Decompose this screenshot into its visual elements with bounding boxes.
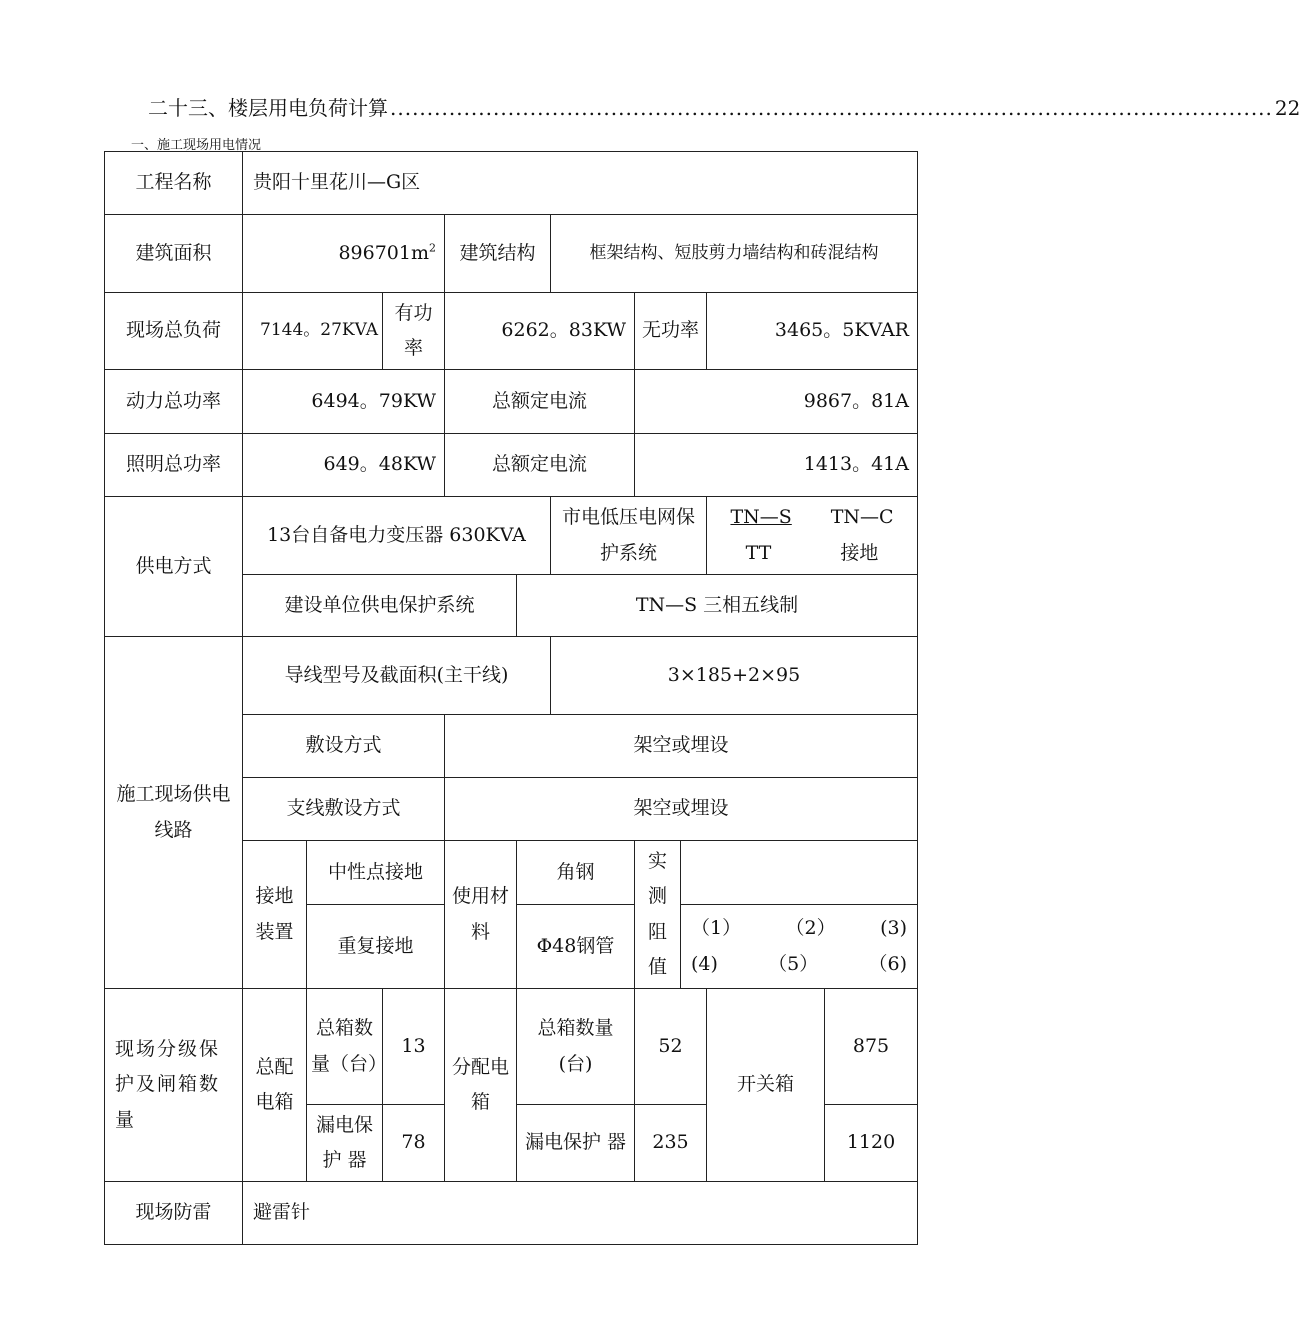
- resistance-6: （6): [868, 952, 907, 975]
- unit-protection-value: TN—S 三相五线制: [517, 575, 918, 637]
- toc-title: 二十三、楼层用电负荷计算: [148, 96, 388, 120]
- branch-label: 支线敷设方式: [243, 778, 445, 841]
- power-label: 动力总功率: [105, 370, 243, 434]
- resistance-1: （1）: [691, 917, 742, 940]
- switch-count-value: 875: [825, 989, 918, 1105]
- area-label: 建筑面积: [105, 215, 243, 293]
- main-leak-label: 漏电保护 器: [307, 1105, 383, 1182]
- area-value: 896701m: [338, 241, 429, 264]
- system-grounding: 接地: [840, 541, 879, 564]
- switch-leak-value: 1120: [825, 1105, 918, 1182]
- lightning-value: 避雷针: [243, 1182, 918, 1245]
- grid-protection-label: 市电低压电网保护系统: [551, 497, 707, 575]
- active-power-value: 6262。83KW: [445, 293, 635, 370]
- resistance-values: [681, 905, 918, 989]
- line-label: 施工现场供电线路: [105, 637, 243, 989]
- material-label: 使用材料: [445, 841, 517, 989]
- row-project: [105, 152, 918, 215]
- section-title: 一、施工现场用电情况: [131, 138, 262, 153]
- lighting-label: 照明总功率: [105, 434, 243, 497]
- main-leak-value: 78: [383, 1105, 445, 1182]
- power-current-value: 9867。81A: [635, 370, 918, 434]
- ground-label: 接地装置: [243, 841, 307, 989]
- power-current-label: 总额定电流: [445, 370, 635, 434]
- main-count-value: 13: [383, 989, 445, 1105]
- dist-box-label: 分配电箱: [445, 989, 517, 1182]
- row-lighting: [105, 434, 918, 497]
- grid-system-values: [707, 497, 918, 575]
- resistance-3: (3): [880, 917, 907, 940]
- supply-label: 供电方式: [105, 497, 243, 637]
- neutral-ground: 中性点接地: [307, 841, 445, 905]
- load-label: 现场总负荷: [105, 293, 243, 370]
- reactive-power-value: 3465。5KVAR: [707, 293, 918, 370]
- resistance-2: （2）: [785, 917, 836, 940]
- main-box-label: 总配电箱: [243, 989, 307, 1182]
- row-line-wire: [105, 637, 918, 715]
- dist-count-value: 52: [635, 989, 707, 1105]
- power-usage-table: [104, 151, 918, 1245]
- area-value-cell: [243, 215, 445, 293]
- toc-page-number: 22: [1274, 96, 1300, 120]
- row-power: [105, 370, 918, 434]
- dist-leak-value: 235: [635, 1105, 707, 1182]
- row-boxes-1: [105, 989, 918, 1105]
- reactive-power-label: 无功率: [635, 293, 707, 370]
- laying-value: 架空或埋设: [445, 715, 918, 778]
- project-value: 贵阳十里花川—G区: [243, 152, 918, 215]
- system-tt: TT: [745, 541, 772, 564]
- switch-box-label: 开关箱: [707, 989, 825, 1182]
- material-angle-steel: 角钢: [517, 841, 635, 905]
- resistance-empty: [681, 841, 918, 905]
- lighting-current-value: 1413。41A: [635, 434, 918, 497]
- structure-value: 框架结构、短肢剪力墙结构和砖混结构: [551, 215, 918, 293]
- wire-value: 3×185+2×95: [551, 637, 918, 715]
- lightning-label: 现场防雷: [105, 1182, 243, 1245]
- wire-label: 导线型号及截面积(主干线): [243, 637, 551, 715]
- lighting-value: 649。48KW: [243, 434, 445, 497]
- dist-leak-label: 漏电保护 器: [517, 1105, 635, 1182]
- boxes-label: 现场分级保护及闸箱数量: [105, 989, 243, 1182]
- system-tn-c: TN—C: [830, 506, 894, 529]
- active-power-label: 有功率: [383, 293, 445, 370]
- main-count-label: 总箱数量（台）: [307, 989, 383, 1105]
- project-label: 工程名称: [105, 152, 243, 215]
- resistance-5: （5）: [768, 952, 819, 975]
- row-lightning: [105, 1182, 918, 1245]
- row-load: [105, 293, 918, 370]
- material-steel-pipe: Φ48钢管: [517, 905, 635, 989]
- lighting-current-label: 总额定电流: [445, 434, 635, 497]
- structure-label: 建筑结构: [445, 215, 551, 293]
- toc-leader-dots: ........................................................................................................................: [390, 96, 1273, 120]
- transformer-value: 13台自备电力变压器 630KVA: [243, 497, 551, 575]
- laying-label: 敷设方式: [243, 715, 445, 778]
- resistance-4: (4): [691, 952, 718, 975]
- load-total: 7144。27KVA: [243, 293, 383, 370]
- system-tn-s: TN—S: [730, 506, 792, 529]
- power-value: 6494。79KW: [243, 370, 445, 434]
- repeat-ground: 重复接地: [307, 905, 445, 989]
- dist-count-label: 总箱数量(台): [517, 989, 635, 1105]
- area-unit-sup: 2: [429, 241, 436, 255]
- row-area: [105, 215, 918, 293]
- toc-entry: [148, 92, 1300, 121]
- row-supply-1: [105, 497, 918, 575]
- unit-protection-label: 建设单位供电保护系统: [243, 575, 517, 637]
- resistance-label: 实测阻值: [635, 841, 681, 989]
- branch-value: 架空或埋设: [445, 778, 918, 841]
